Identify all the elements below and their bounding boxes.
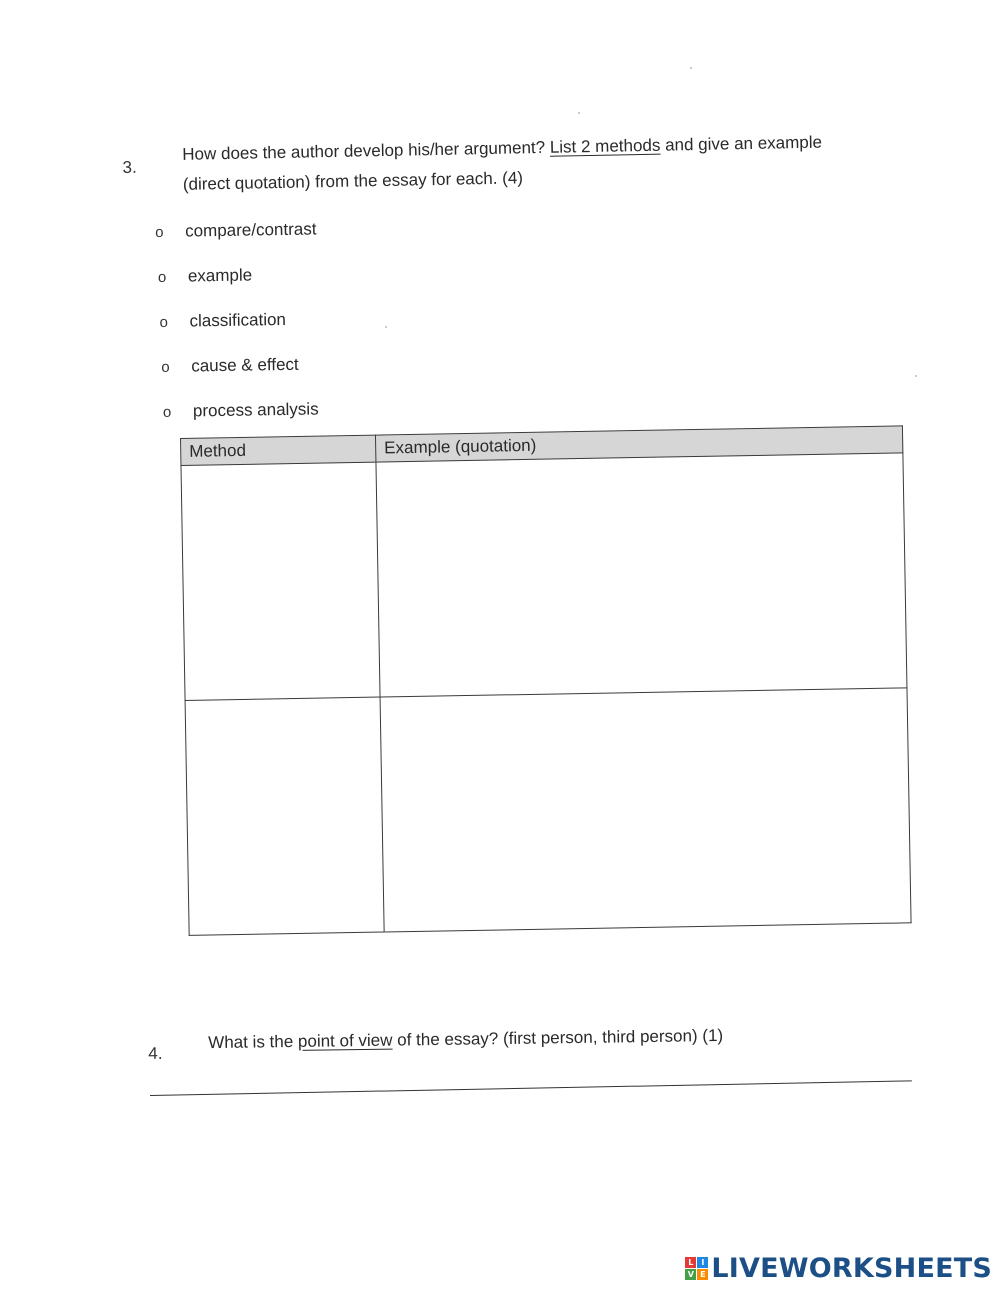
question-3-underlined: List 2 methods xyxy=(549,135,661,157)
question-3-text-before: How does the author develop his/her argument? xyxy=(182,137,551,164)
table-row xyxy=(181,453,907,701)
option-label: example xyxy=(187,265,253,286)
liveworksheets-wordmark: LIVEWORKSHEETS xyxy=(711,1253,992,1284)
option-label: classification xyxy=(189,309,287,331)
logo-tile: E xyxy=(697,1269,708,1280)
example-answer-cell-2[interactable] xyxy=(380,688,911,932)
option-label: compare/contrast xyxy=(184,219,317,241)
question-4-text xyxy=(208,1026,723,1053)
question-4-answer-line[interactable] xyxy=(150,1080,912,1096)
table-row xyxy=(185,688,911,936)
liveworksheets-logo xyxy=(685,1253,992,1284)
method-answer-cell-1[interactable] xyxy=(181,462,380,700)
logo-tile: V xyxy=(685,1269,696,1280)
method-example-table xyxy=(180,425,912,936)
question-4-text-before: What is the xyxy=(208,1031,299,1053)
bullet-icon: o xyxy=(161,358,170,376)
bullet-icon: o xyxy=(155,223,164,241)
option-label: cause & effect xyxy=(191,354,299,376)
method-answer-cell-2[interactable] xyxy=(185,697,384,935)
question-4-number: 4. xyxy=(148,1043,163,1063)
option-label: process analysis xyxy=(192,399,319,421)
question-3-line-1 xyxy=(182,133,822,165)
example-answer-cell-1[interactable] xyxy=(376,453,907,697)
bullet-icon: o xyxy=(162,403,172,421)
question-4-text-after: of the essay? (first person, third person) (1) xyxy=(392,1025,724,1050)
logo-tile: L xyxy=(685,1257,696,1268)
question-3-text-after: and give an example xyxy=(660,132,823,155)
logo-tile: I xyxy=(697,1257,708,1268)
liveworksheets-logo-icon xyxy=(685,1257,708,1280)
bullet-icon: o xyxy=(159,313,169,331)
header-method: Method xyxy=(181,435,376,465)
header-example-quotation: Example (quotation) xyxy=(375,426,902,462)
bullet-icon: o xyxy=(157,268,167,286)
question-3-number: 3. xyxy=(122,157,137,177)
question-4-underlined: point of view xyxy=(297,1030,393,1051)
question-3-line-2: (direct quotation) from the essay for each. (4) xyxy=(182,168,524,194)
